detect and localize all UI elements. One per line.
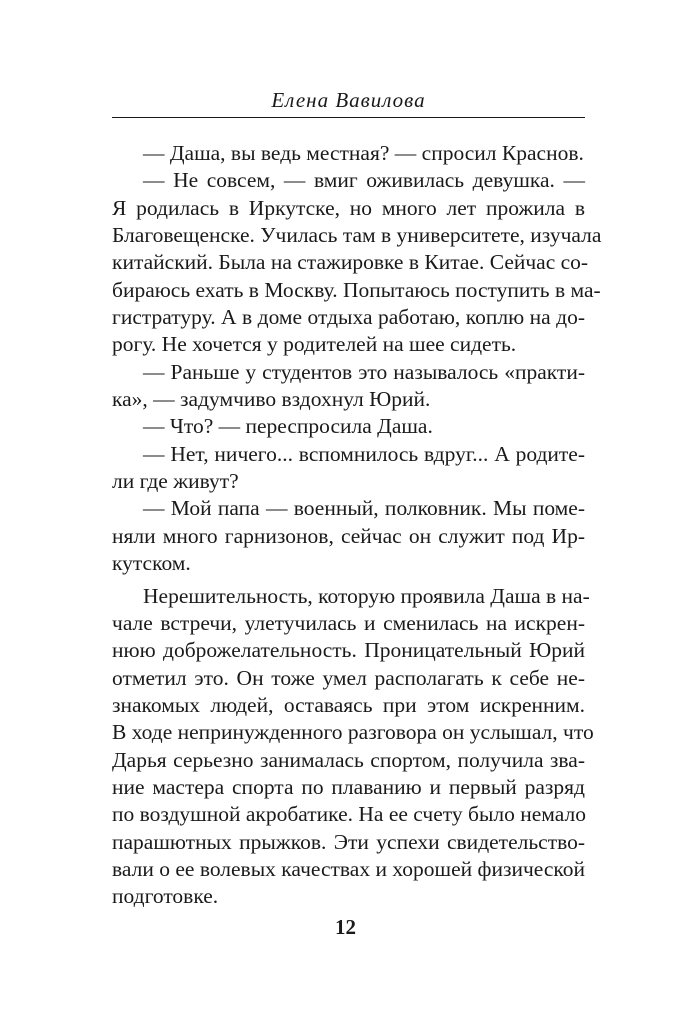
text-line: В ходе непринужденного разговора он услышал, что — [112, 720, 594, 745]
text-line: бираюсь ехать в Москву. Попытаюсь поступить в ма- — [112, 277, 601, 302]
text-line: чале встречи, улетучилась и сменилась на искрен- — [112, 610, 585, 635]
text-line: парашютных прыжков. Эти успехи свидетельство- — [112, 829, 585, 854]
text-line: Нерешительность, которую проявила Даша в на- — [143, 583, 590, 608]
text-line: знакомых людей, оставаясь при этом искренним. — [112, 692, 585, 717]
text-line: отметил это. Он тоже умел располагать к себе не- — [112, 665, 585, 690]
text-line: нюю доброжелательность. Проницательный Юрий — [112, 638, 585, 663]
text-line: рогу. Не хочется у родителей на шее сидеть. — [112, 332, 517, 357]
header-rule — [112, 117, 585, 118]
text-line: — Не совсем, — вмиг оживилась девушка. — — [143, 168, 585, 193]
text-line: китайский. Была на стажировке в Китае. Сейчас со- — [112, 250, 589, 275]
body-text — [112, 140, 602, 911]
running-title: Елена Вавилова — [271, 88, 426, 112]
text-line: — Даша, вы ведь местная? — спросил Краснов. — [143, 141, 584, 165]
page-number: 12 — [335, 915, 356, 939]
text-line: по воздушной акробатике. На ее счету было немало — [112, 802, 586, 827]
text-line: Благовещенске. Училась там в университете, изучала — [112, 223, 602, 248]
text-line: — Мой папа — военный, полковник. Мы поме- — [143, 496, 585, 521]
text-line: гистратуру. А в доме отдыха работаю, коплю на до- — [112, 305, 585, 330]
text-line: ка», — задумчиво вздохнул Юрий. — [112, 387, 431, 412]
text-line: подготовке. — [112, 884, 219, 909]
text-line: вали о ее волевых качествах и хорошей физической — [112, 856, 585, 881]
text-line: — Что? — переспросила Даша. — [143, 414, 433, 439]
text-line: Я родилась в Иркутске, но много лет прожила в — [112, 195, 585, 220]
text-line: ли где живут? — [112, 469, 239, 494]
text-line: ние мастера спорта по плаванию и первый разряд — [112, 774, 585, 799]
text-line: — Нет, ничего... вспомнилось вдруг... А родите- — [143, 441, 585, 466]
text-line: — Раньше у студентов это называлось «практи- — [143, 359, 585, 384]
text-line: кутском. — [112, 551, 191, 576]
text-line: няли много гарнизонов, сейчас он служит под Ир- — [112, 523, 585, 548]
text-line: Дарья серьезно занималась спортом, получила зва- — [112, 747, 585, 772]
